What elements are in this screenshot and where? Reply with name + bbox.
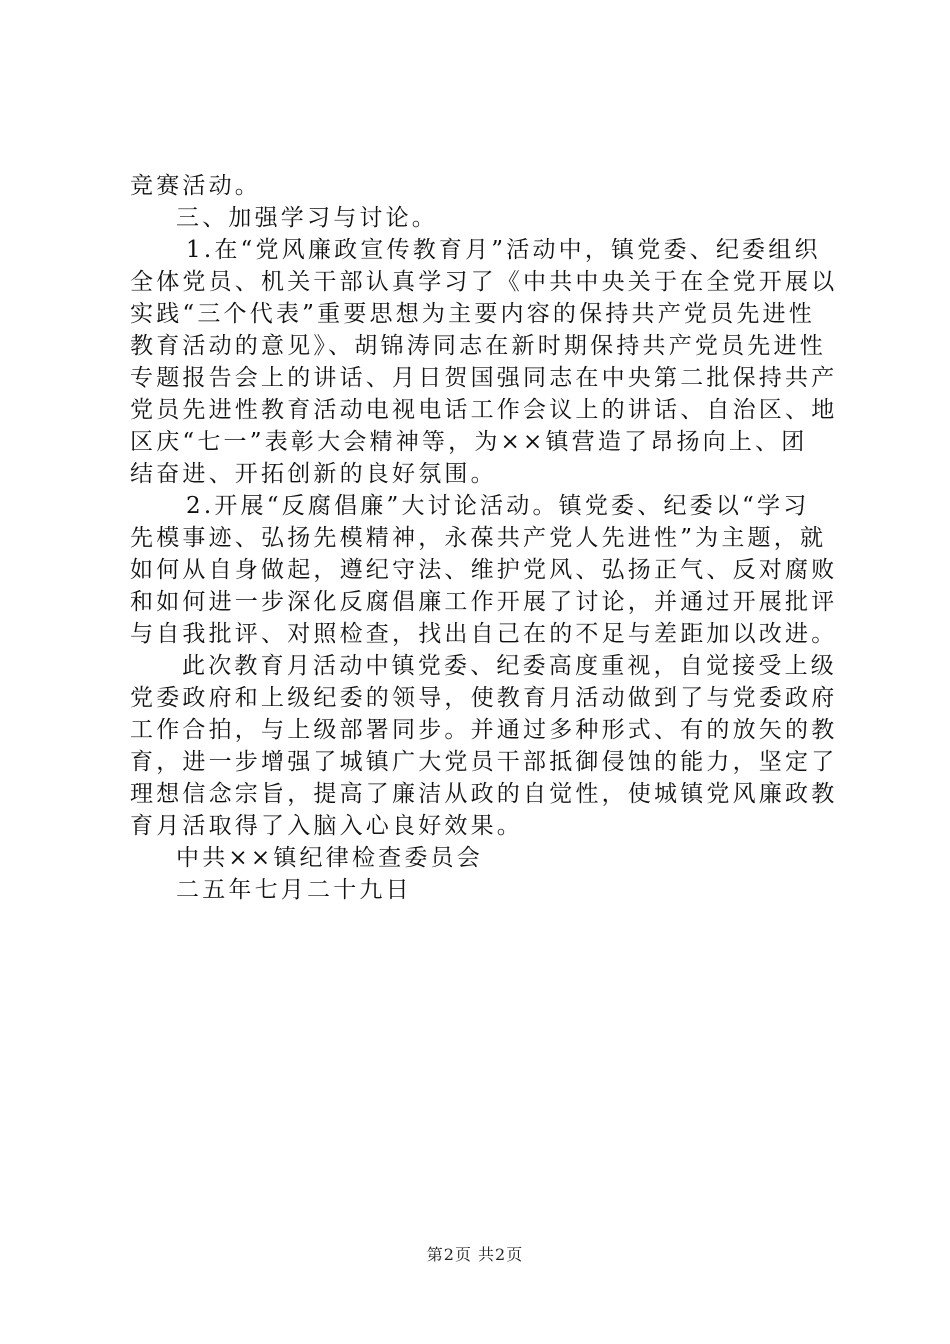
- text-line: 育月活取得了入脑入心良好效果。: [130, 813, 523, 839]
- page-number: 第2页 共2页: [426, 1245, 524, 1264]
- text-line: 党员先进性教育活动电视电话工作会议上的讲话、自治区、地: [130, 397, 838, 423]
- signature-date: 二五年七月二十九日: [176, 877, 412, 903]
- text-line: 如何从自身做起，遵纪守法、维护党风、弘扬正气、反对腐败: [130, 557, 838, 583]
- text-line: 区庆“七一”表彰大会精神等，为××镇营造了昂扬向上、团: [130, 429, 808, 455]
- document-body: [130, 170, 838, 906]
- text-line: 1.在“党风廉政宣传教育月”活动中，镇党委、纪委组织: [186, 237, 821, 263]
- signature-organization: 中共××镇纪律检查委员会: [176, 845, 483, 871]
- text-line: 和如何进一步深化反腐倡廉工作开展了讨论，并通过开展批评: [130, 589, 838, 615]
- section-heading: 三、加强学习与讨论。: [176, 205, 438, 231]
- text-line: 全体党员、机关干部认真学习了《中共中央关于在全党开展以: [130, 269, 838, 295]
- text-line: 教育活动的意见》、胡锦涛同志在新时期保持共产党员先进性: [130, 333, 826, 359]
- text-line: 育，进一步增强了城镇广大党员干部抵御侵蚀的能力，坚定了: [130, 749, 838, 775]
- text-line: 专题报告会上的讲话、月日贺国强同志在中央第二批保持共产: [130, 365, 838, 391]
- text-line: 2.开展“反腐倡廉”大讨论活动。镇党委、纪委以“学习: [186, 493, 810, 519]
- text-line: 先模事迹、弘扬先模精神，永葆共产党人先进性”为主题，就: [130, 525, 827, 551]
- text-line: 理想信念宗旨，提高了廉洁从政的自觉性，使城镇党风廉政教: [130, 781, 838, 807]
- text-line: 此次教育月活动中镇党委、纪委高度重视，自觉接受上级: [182, 653, 837, 679]
- text-line: 竞赛活动。: [130, 173, 261, 199]
- text-line: 结奋进、开拓创新的良好氛围。: [130, 461, 497, 487]
- text-line: 工作合拍，与上级部署同步。并通过多种形式、有的放矢的教: [130, 717, 838, 743]
- text-line: 党委政府和上级纪委的领导，使教育月活动做到了与党委政府: [130, 685, 838, 711]
- text-line: 与自我批评、对照检查，找出自己在的不足与差距加以改进。: [130, 621, 838, 647]
- text-line: 实践“三个代表”重要思想为主要内容的保持共产党员先进性: [130, 301, 815, 327]
